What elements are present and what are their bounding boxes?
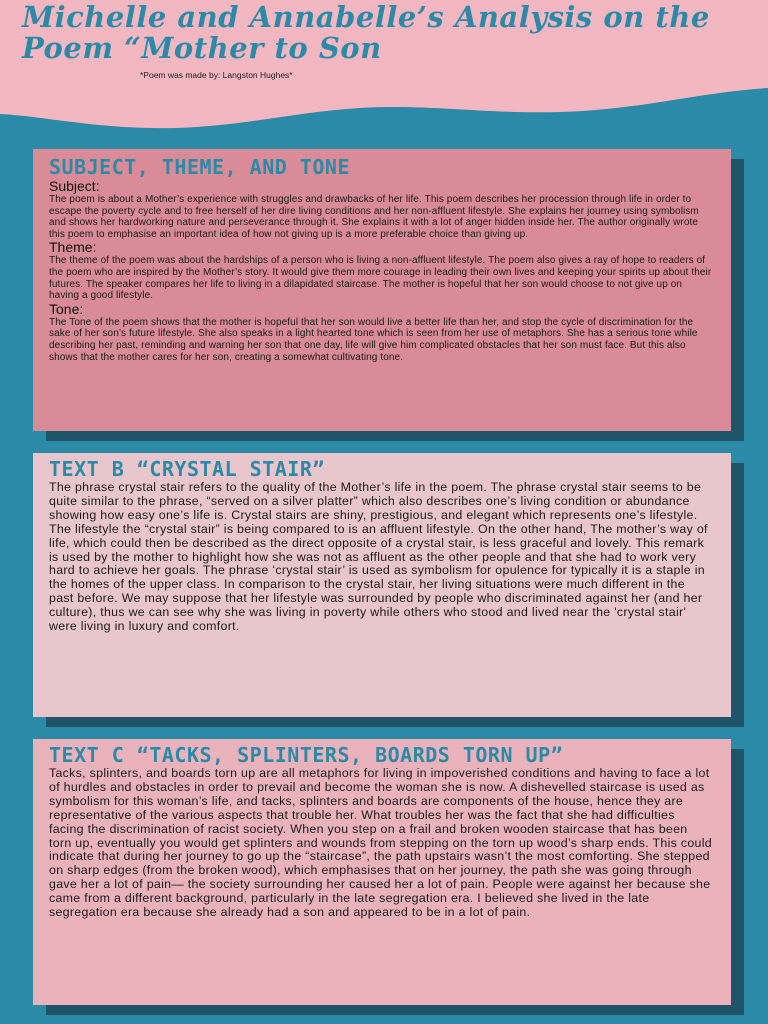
section-heading: SUBJECT, THEME, AND TONE: [49, 155, 350, 179]
text-b-body: The phrase crystal stair refers to the quality of the Mother’s life in the poem. The phrase crystal stair seems to be quite similar to the phrase, “served on a silver platter” which also describes one’s living condition or abundance showing how easy one’s life is. Crystal stairs are shiny, prestigious, and elegant which represents one’s lifestyle. The lifestyle the “crystal stair” is being compared to is an affluent lifestyle. On the other hand, The mother’s way of life, which could then be described as the direct opposite of a crystal stair, is less graceful and lovely. This remark is used by the mother to highlight how she was not as affluent as the other people and that she had to work very hard to achieve her goals. The phrase ‘crystal stair’ is used as symbolism for opulence for typically it is a staple in the homes of the upper class. In comparison to the crystal stair, her living situations were much different in the past before. We may suppose that her lifestyle was surrounded by people who discriminated against her (and her culture), thus we can see why she was living in poverty while others who stood and lived near the 'crystal stair' were living in luxury and comfort.: [49, 480, 708, 634]
theme-text: The theme of the poem was about the hardships of a person who is living a non-affluent lifestyle. The poem also gives a ray of hope to readers of the poem who are inspired by the Mother’s story. It would give them more courage in leading their own lives and keeping your spirits up about their futures. The speaker compares her life to living in a dilapidated staircase. The mother is hopeful that her son would choose to not give up on having a good lifestyle.: [49, 255, 712, 302]
panel-text-c: [33, 739, 731, 1005]
page-title: Michelle and Annabelle’s Analysis on the Poem “Mother to Son: [22, 0, 710, 65]
theme-label: Theme:: [49, 239, 97, 256]
panel-subject-theme-tone: [33, 149, 731, 431]
section-heading: TEXT C “TACKS, SPLINTERS, BOARDS TORN UP”: [49, 743, 564, 767]
panel-text-b: [33, 453, 731, 717]
text-c-body: Tacks, splinters, and boards torn up are all metaphors for living in impoverished conditions and having to face a lot of hurdles and obstacles in order to prevail and become the woman she is now. A dishevelled staircase is used as symbolism for this woman’s life, and tacks, splinters and boards are components of the house, hence they are representative of the various aspects that trouble her. What troubles her was the fact that she had difficulties facing the discrimination of racist society. When you step on a frail and broken wooden staircase that has been torn up, eventually you would get splinters and wounds from stepping on the torn up wood’s sharp ends. This could indicate that during her journey to go up the “staircase”, the path upstairs wasn’t the most comforting. She stepped on sharp edges (from the broken wood), which emphasises that on her journey, the path she was going through gave her a lot of pain— the society surrounding her caused her a lot of pain. People were against her because she came from a different background, particularly in the late segregation era. I believed she lived in the late segregation era because she already had a son and appeared to be in a lot of pain.: [49, 766, 712, 920]
subject-text: The poem is about a Mother’s experience with struggles and drawbacks of her life. This poem describes her procession through life in order to escape the poverty cycle and to free herself of her dire living conditions and her non-affluent lifestyle. She explains her journey using symbolism and shows her hardworking nature and perseverance through it. She explains it with a lot of anger hidden inside her. The author originally wrote this poem to emphasise an important idea of how not giving up is a more preferable choice than giving up.: [49, 194, 699, 240]
section-heading: TEXT B “CRYSTAL STAIR”: [49, 457, 325, 481]
poem-credit: *Poem was made by: Langston Hughes*: [140, 70, 293, 80]
tone-label: Tone:: [49, 300, 84, 317]
subject-label: Subject:: [49, 178, 100, 194]
tone-text: The Tone of the poem shows that the mother is hopeful that her son would live a better life than her, and stop the cycle of discrimination for the sake of her son’s future lifestyle. She also speaks in a light hearted tone which is seen from her use of metaphors. She has a serious tone while describing her past, reminding and warning her son that one day, life will give him complicated obstacles that her son must face. But this also shows that the mother cares for her son, creating a somewhat cultivating tone.: [49, 316, 698, 363]
